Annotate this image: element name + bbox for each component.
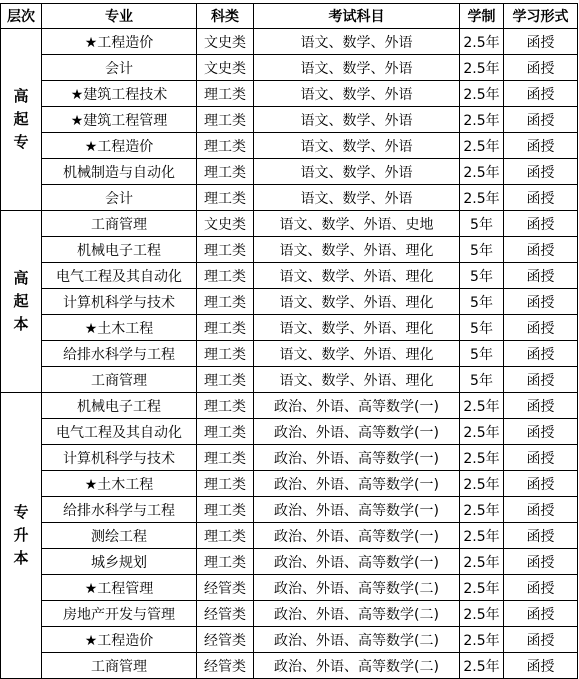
table-row: [1, 627, 578, 653]
exam-subjects-cell: 语文、数学、外语、理化: [254, 341, 460, 367]
exam-subjects-cell: 语文、数学、外语: [254, 185, 460, 211]
study-mode-cell: 函授: [504, 393, 578, 419]
table-row: [1, 55, 578, 81]
major-cell: ★土木工程: [42, 315, 197, 341]
exam-subjects-cell: 政治、外语、高等数学(一): [254, 393, 460, 419]
major-cell: 工商管理: [42, 653, 197, 679]
category-cell: 理工类: [197, 445, 254, 471]
category-cell: 文史类: [197, 29, 254, 55]
duration-cell: 2.5年: [460, 393, 504, 419]
header-exam-subjects: 考试科目: [254, 4, 460, 29]
duration-cell: 2.5年: [460, 29, 504, 55]
table-row: [1, 211, 578, 237]
duration-cell: 2.5年: [460, 575, 504, 601]
category-cell: 理工类: [197, 289, 254, 315]
exam-subjects-cell: 政治、外语、高等数学(二): [254, 653, 460, 679]
category-cell: 经管类: [197, 601, 254, 627]
exam-subjects-cell: 政治、外语、高等数学(一): [254, 497, 460, 523]
major-cell: 机械电子工程: [42, 393, 197, 419]
category-cell: 经管类: [197, 627, 254, 653]
category-cell: 理工类: [197, 315, 254, 341]
duration-cell: 5年: [460, 211, 504, 237]
table-body: [1, 29, 578, 679]
major-cell: 房地产开发与管理: [42, 601, 197, 627]
category-cell: 理工类: [197, 549, 254, 575]
program-table: [0, 3, 578, 679]
study-mode-cell: 函授: [504, 341, 578, 367]
duration-cell: 2.5年: [460, 81, 504, 107]
category-cell: 理工类: [197, 419, 254, 445]
study-mode-cell: 函授: [504, 419, 578, 445]
duration-cell: 2.5年: [460, 549, 504, 575]
study-mode-cell: 函授: [504, 159, 578, 185]
header-study-mode: 学习形式: [504, 4, 578, 29]
level-cell: 高 起 本: [1, 211, 42, 393]
exam-subjects-cell: 语文、数学、外语: [254, 159, 460, 185]
duration-cell: 2.5年: [460, 523, 504, 549]
major-cell: 工商管理: [42, 367, 197, 393]
table-row: [1, 341, 578, 367]
exam-subjects-cell: 语文、数学、外语: [254, 133, 460, 159]
table-row: [1, 601, 578, 627]
category-cell: 经管类: [197, 653, 254, 679]
duration-cell: 5年: [460, 289, 504, 315]
duration-cell: 5年: [460, 237, 504, 263]
header-category: 科类: [197, 4, 254, 29]
study-mode-cell: 函授: [504, 29, 578, 55]
duration-cell: 2.5年: [460, 627, 504, 653]
duration-cell: 5年: [460, 341, 504, 367]
table-row: [1, 419, 578, 445]
major-cell: 计算机科学与技术: [42, 445, 197, 471]
exam-subjects-cell: 政治、外语、高等数学(一): [254, 549, 460, 575]
major-cell: ★土木工程: [42, 471, 197, 497]
duration-cell: 2.5年: [460, 55, 504, 81]
category-cell: 理工类: [197, 367, 254, 393]
duration-cell: 2.5年: [460, 471, 504, 497]
major-cell: 测绘工程: [42, 523, 197, 549]
exam-subjects-cell: 语文、数学、外语: [254, 29, 460, 55]
study-mode-cell: 函授: [504, 627, 578, 653]
category-cell: 理工类: [197, 523, 254, 549]
table-row: [1, 289, 578, 315]
duration-cell: 2.5年: [460, 185, 504, 211]
study-mode-cell: 函授: [504, 185, 578, 211]
major-cell: 电气工程及其自动化: [42, 263, 197, 289]
duration-cell: 2.5年: [460, 445, 504, 471]
exam-subjects-cell: 政治、外语、高等数学(二): [254, 575, 460, 601]
exam-subjects-cell: 语文、数学、外语: [254, 55, 460, 81]
category-cell: 理工类: [197, 263, 254, 289]
table-row: [1, 497, 578, 523]
exam-subjects-cell: 政治、外语、高等数学(二): [254, 601, 460, 627]
study-mode-cell: 函授: [504, 549, 578, 575]
duration-cell: 5年: [460, 315, 504, 341]
study-mode-cell: 函授: [504, 445, 578, 471]
header-duration: 学制: [460, 4, 504, 29]
category-cell: 理工类: [197, 393, 254, 419]
major-cell: 会计: [42, 55, 197, 81]
study-mode-cell: 函授: [504, 237, 578, 263]
header-major: 专业: [42, 4, 197, 29]
table-row: [1, 133, 578, 159]
category-cell: 理工类: [197, 237, 254, 263]
major-cell: 工商管理: [42, 211, 197, 237]
study-mode-cell: 函授: [504, 289, 578, 315]
major-cell: 机械制造与自动化: [42, 159, 197, 185]
table-row: [1, 315, 578, 341]
major-cell: 给排水科学与工程: [42, 497, 197, 523]
study-mode-cell: 函授: [504, 575, 578, 601]
table-row: [1, 29, 578, 55]
exam-subjects-cell: 政治、外语、高等数学(一): [254, 523, 460, 549]
level-cell: 高 起 专: [1, 29, 42, 211]
table-row: [1, 185, 578, 211]
major-cell: 城乡规划: [42, 549, 197, 575]
table-row: [1, 575, 578, 601]
duration-cell: 2.5年: [460, 133, 504, 159]
major-cell: ★建筑工程技术: [42, 81, 197, 107]
category-cell: 经管类: [197, 575, 254, 601]
study-mode-cell: 函授: [504, 601, 578, 627]
table-row: [1, 523, 578, 549]
exam-subjects-cell: 语文、数学、外语、理化: [254, 367, 460, 393]
category-cell: 理工类: [197, 185, 254, 211]
table-row: [1, 471, 578, 497]
table-row: [1, 653, 578, 679]
category-cell: 理工类: [197, 471, 254, 497]
category-cell: 理工类: [197, 497, 254, 523]
table-row: [1, 81, 578, 107]
exam-subjects-cell: 语文、数学、外语: [254, 81, 460, 107]
duration-cell: 2.5年: [460, 497, 504, 523]
exam-subjects-cell: 语文、数学、外语、理化: [254, 263, 460, 289]
study-mode-cell: 函授: [504, 263, 578, 289]
study-mode-cell: 函授: [504, 107, 578, 133]
exam-subjects-cell: 政治、外语、高等数学(一): [254, 419, 460, 445]
category-cell: 文史类: [197, 211, 254, 237]
exam-subjects-cell: 语文、数学、外语、理化: [254, 237, 460, 263]
study-mode-cell: 函授: [504, 653, 578, 679]
table-row: [1, 237, 578, 263]
major-cell: 机械电子工程: [42, 237, 197, 263]
major-cell: ★工程造价: [42, 627, 197, 653]
major-cell: ★工程管理: [42, 575, 197, 601]
level-cell: 专 升 本: [1, 393, 42, 679]
header-level: 层次: [1, 4, 42, 29]
exam-subjects-cell: 政治、外语、高等数学(一): [254, 471, 460, 497]
study-mode-cell: 函授: [504, 211, 578, 237]
table-row: [1, 393, 578, 419]
table-row: [1, 263, 578, 289]
study-mode-cell: 函授: [504, 55, 578, 81]
exam-subjects-cell: 语文、数学、外语: [254, 107, 460, 133]
major-cell: 给排水科学与工程: [42, 341, 197, 367]
study-mode-cell: 函授: [504, 367, 578, 393]
duration-cell: 5年: [460, 263, 504, 289]
exam-subjects-cell: 语文、数学、外语、理化: [254, 315, 460, 341]
category-cell: 理工类: [197, 81, 254, 107]
table-row: [1, 445, 578, 471]
category-cell: 理工类: [197, 341, 254, 367]
category-cell: 理工类: [197, 159, 254, 185]
exam-subjects-cell: 语文、数学、外语、史地: [254, 211, 460, 237]
table-row: [1, 159, 578, 185]
major-cell: 会计: [42, 185, 197, 211]
study-mode-cell: 函授: [504, 497, 578, 523]
category-cell: 文史类: [197, 55, 254, 81]
table-row: [1, 107, 578, 133]
major-cell: 计算机科学与技术: [42, 289, 197, 315]
exam-subjects-cell: 政治、外语、高等数学(一): [254, 445, 460, 471]
study-mode-cell: 函授: [504, 471, 578, 497]
study-mode-cell: 函授: [504, 315, 578, 341]
category-cell: 理工类: [197, 107, 254, 133]
header-row: [1, 4, 578, 29]
duration-cell: 2.5年: [460, 159, 504, 185]
duration-cell: 2.5年: [460, 419, 504, 445]
major-cell: ★工程造价: [42, 133, 197, 159]
exam-subjects-cell: 政治、外语、高等数学(二): [254, 627, 460, 653]
study-mode-cell: 函授: [504, 523, 578, 549]
table-row: [1, 367, 578, 393]
duration-cell: 5年: [460, 367, 504, 393]
duration-cell: 2.5年: [460, 601, 504, 627]
study-mode-cell: 函授: [504, 81, 578, 107]
category-cell: 理工类: [197, 133, 254, 159]
duration-cell: 2.5年: [460, 107, 504, 133]
major-cell: ★建筑工程管理: [42, 107, 197, 133]
exam-subjects-cell: 语文、数学、外语、理化: [254, 289, 460, 315]
duration-cell: 2.5年: [460, 653, 504, 679]
study-mode-cell: 函授: [504, 133, 578, 159]
major-cell: 电气工程及其自动化: [42, 419, 197, 445]
table-row: [1, 549, 578, 575]
major-cell: ★工程造价: [42, 29, 197, 55]
